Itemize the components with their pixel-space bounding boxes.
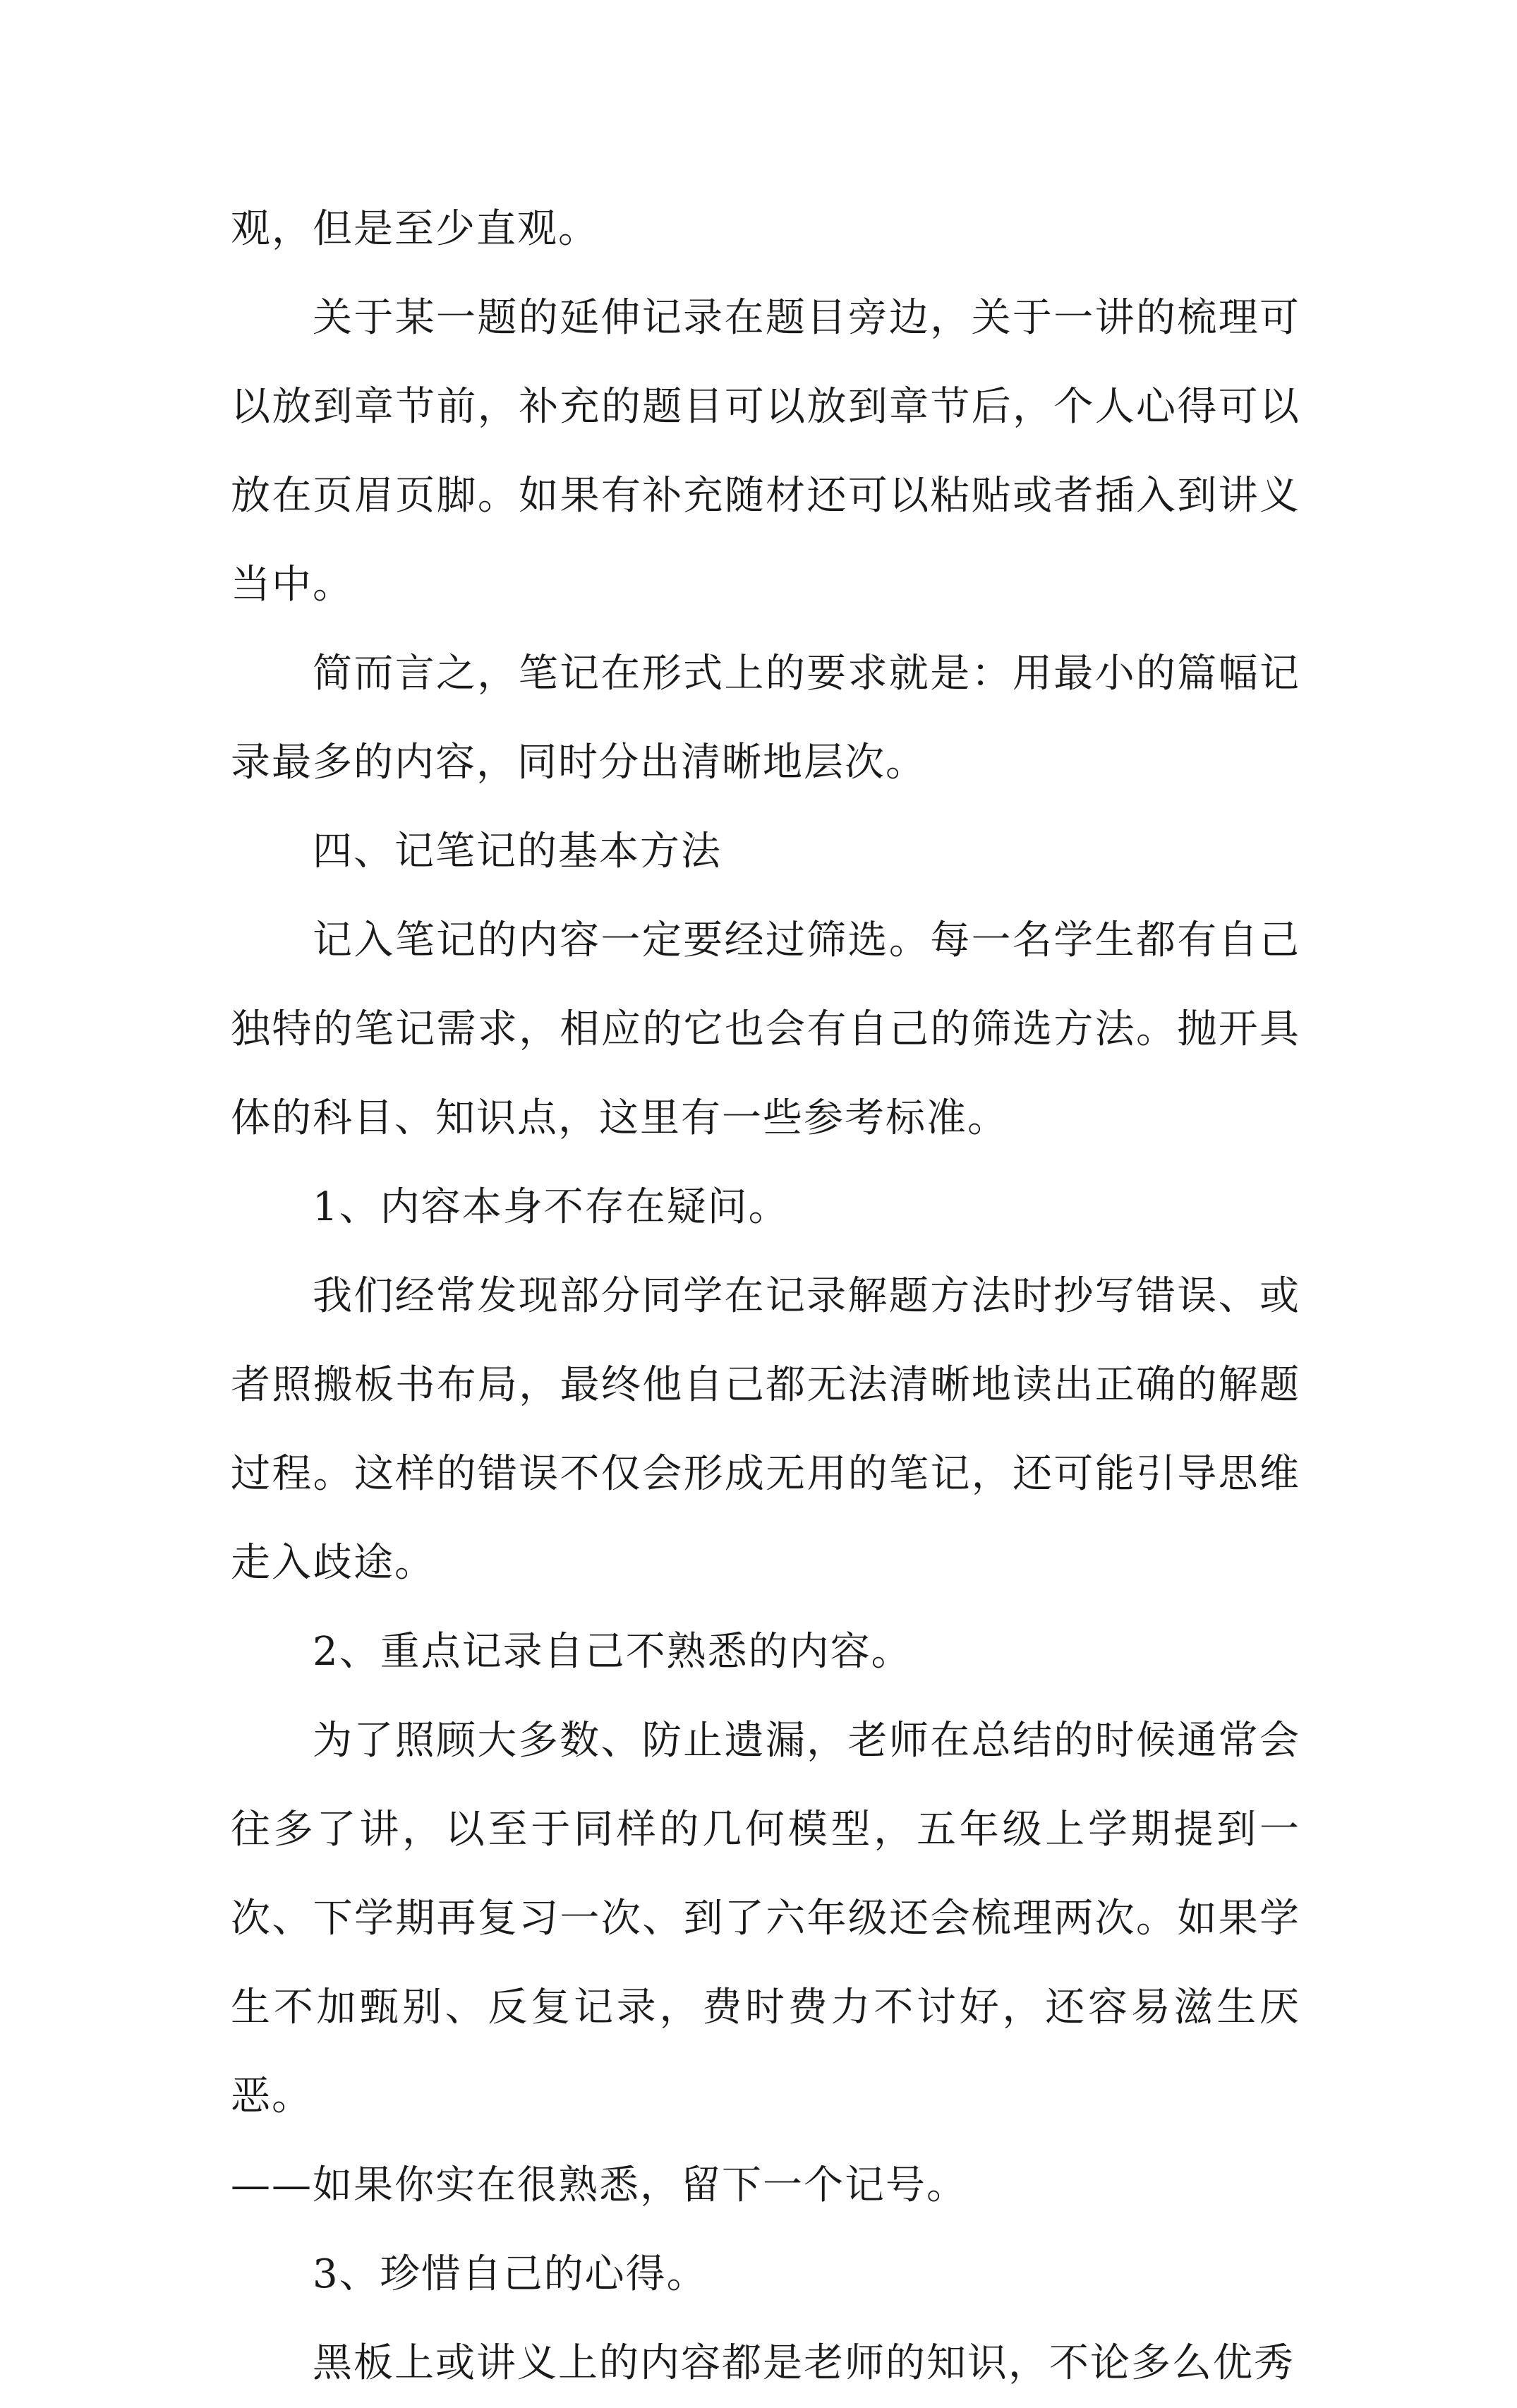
paragraph-insights: 黑板上或讲义上的内容都是老师的知识，不论多么优秀 bbox=[313, 2340, 1295, 2386]
list-item-heading: 3、珍惜自己的心得。 bbox=[313, 2251, 708, 2297]
paragraph-remark: ——如果你实在很熟悉，留下一个记号。 bbox=[231, 2162, 967, 2208]
section-heading: 四、记笔记的基本方法 bbox=[313, 829, 722, 874]
paragraph-filtering: 记入笔记的内容一定要经过筛选。每一名学生都有自己独特的笔记需求，相应的它也会有自己的筛选方法。抛开具体的科目、知识点，这里有一些参考标准。 bbox=[231, 917, 1300, 1141]
paragraph-note-placement: 关于某一题的延伸记录在题目旁边，关于一讲的梳理可以放到章节前，补充的题目可以放到章节后，个人心得可以放在页眉页脚。如果有补充随材还可以粘贴或者插入到讲义当中。 bbox=[231, 295, 1300, 608]
list-item-heading: 1、内容本身不存在疑问。 bbox=[313, 1184, 790, 1230]
paragraph-errors: 我们经常发现部分同学在记录解题方法时抄写错误、或者照搬板书布局，最终他自己都无法清晰地读出正确的解题过程。这样的错误不仅会形成无用的笔记，还可能引导思维走入歧途。 bbox=[231, 1273, 1300, 1586]
paragraph-continuation: 观，但是至少直观。 bbox=[231, 206, 599, 252]
paragraph-repetition: 为了照顾大多数、防止遗漏，老师在总结的时候通常会往多了讲，以至于同样的几何模型，五年级上学期提到一次、下学期再复习一次、到了六年级还会梳理两次。如果学生不加甄别、反复记录，费时费力不讨好，还容易滋生厌恶。 bbox=[231, 1718, 1300, 2119]
paragraph-summary: 简而言之，笔记在形式上的要求就是：用最小的篇幅记录最多的内容，同时分出清晰地层次。 bbox=[231, 651, 1300, 785]
document-body bbox=[231, 185, 1300, 2408]
list-item-heading: 2、重点记录自己不熟悉的内容。 bbox=[313, 1629, 912, 1675]
